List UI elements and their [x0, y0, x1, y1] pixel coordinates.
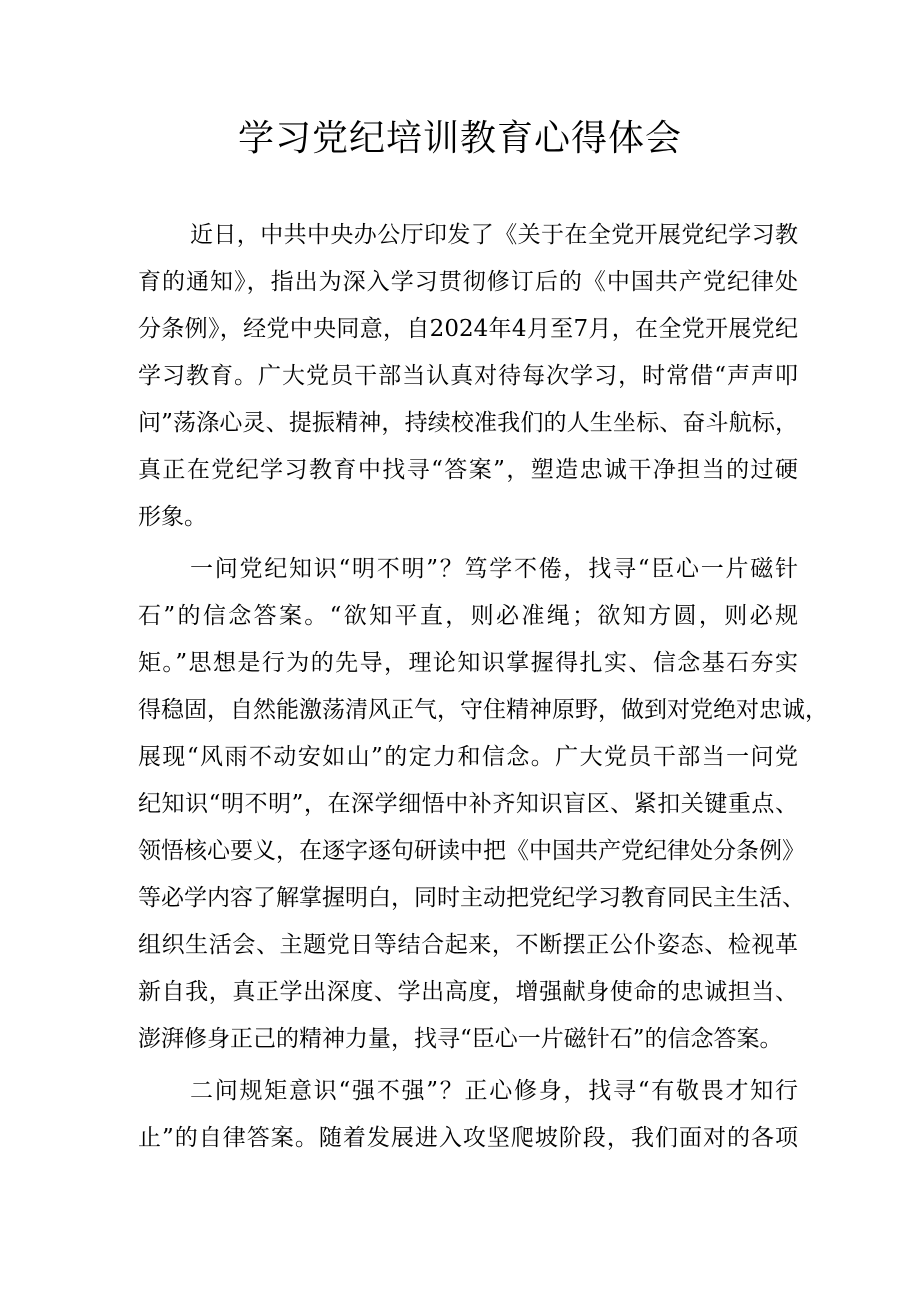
paragraph-line: 得稳固，自然能激荡清风正气，守住精神原野，做到对党绝对忠诚，: [138, 697, 828, 723]
paragraph-line: 形象。: [138, 504, 207, 530]
paragraph-line: 新自我，真正学出深度、学出高度，增强献身使命的忠诚担当、: [138, 979, 798, 1005]
paragraph-line: 纪知识“明不明”，在深学细悟中补齐知识盲区、紧扣关键重点、: [138, 791, 798, 817]
paragraph-line: 分条例》，经党中央同意，自2024年4月至7月，在全党开展党纪: [138, 316, 798, 342]
paragraph-line: 二问规矩意识“强不强”？正心修身，找寻“有敬畏才知行: [190, 1078, 798, 1104]
document-title: 学习党纪培训教育心得体会: [237, 118, 682, 159]
paragraph-line: 真正在党纪学习教育中找寻“答案”，塑造忠诚干净担当的过硬: [138, 457, 798, 483]
paragraph-line: 展现“风雨不动安如山”的定力和信念。广大党员干部当一问党: [138, 744, 798, 770]
paragraph-line: 一问党纪知识“明不明”？笃学不倦，找寻“臣心一片磁针: [190, 556, 798, 582]
paragraph-line: 学习教育。广大党员干部当认真对待每次学习，时常借“声声叩: [138, 363, 798, 389]
paragraph-line: 止”的自律答案。随着发展进入攻坚爬坡阶段，我们面对的各项: [138, 1125, 798, 1151]
paragraph-line: 育的通知》，指出为深入学习贯彻修订后的《中国共产党纪律处: [138, 269, 798, 295]
paragraph-line: 澎湃修身正己的精神力量，找寻“臣心一片磁针石”的信念答案。: [138, 1026, 783, 1052]
paragraph-line: 矩。”思想是行为的先导，理论知识掌握得扎实、信念基石夯实: [138, 650, 798, 676]
paragraph-line: 近日，中共中央办公厅印发了《关于在全党开展党纪学习教: [190, 222, 798, 248]
paragraph-line: 组织生活会、主题党日等结合起来，不断摆正公仆姿态、检视革: [138, 932, 798, 958]
paragraph-line: 问”荡涤心灵、提振精神，持续校准我们的人生坐标、奋斗航标，: [138, 410, 798, 436]
paragraph-line: 等必学内容了解掌握明白，同时主动把党纪学习教育同民主生活、: [138, 885, 805, 911]
paragraph-line: 石”的信念答案。“欲知平直，则必准绳；欲知方圆，则必规: [138, 603, 798, 629]
paragraph-line: 领悟核心要义，在逐字逐句研读中把《中国共产党纪律处分条例》: [138, 838, 805, 864]
